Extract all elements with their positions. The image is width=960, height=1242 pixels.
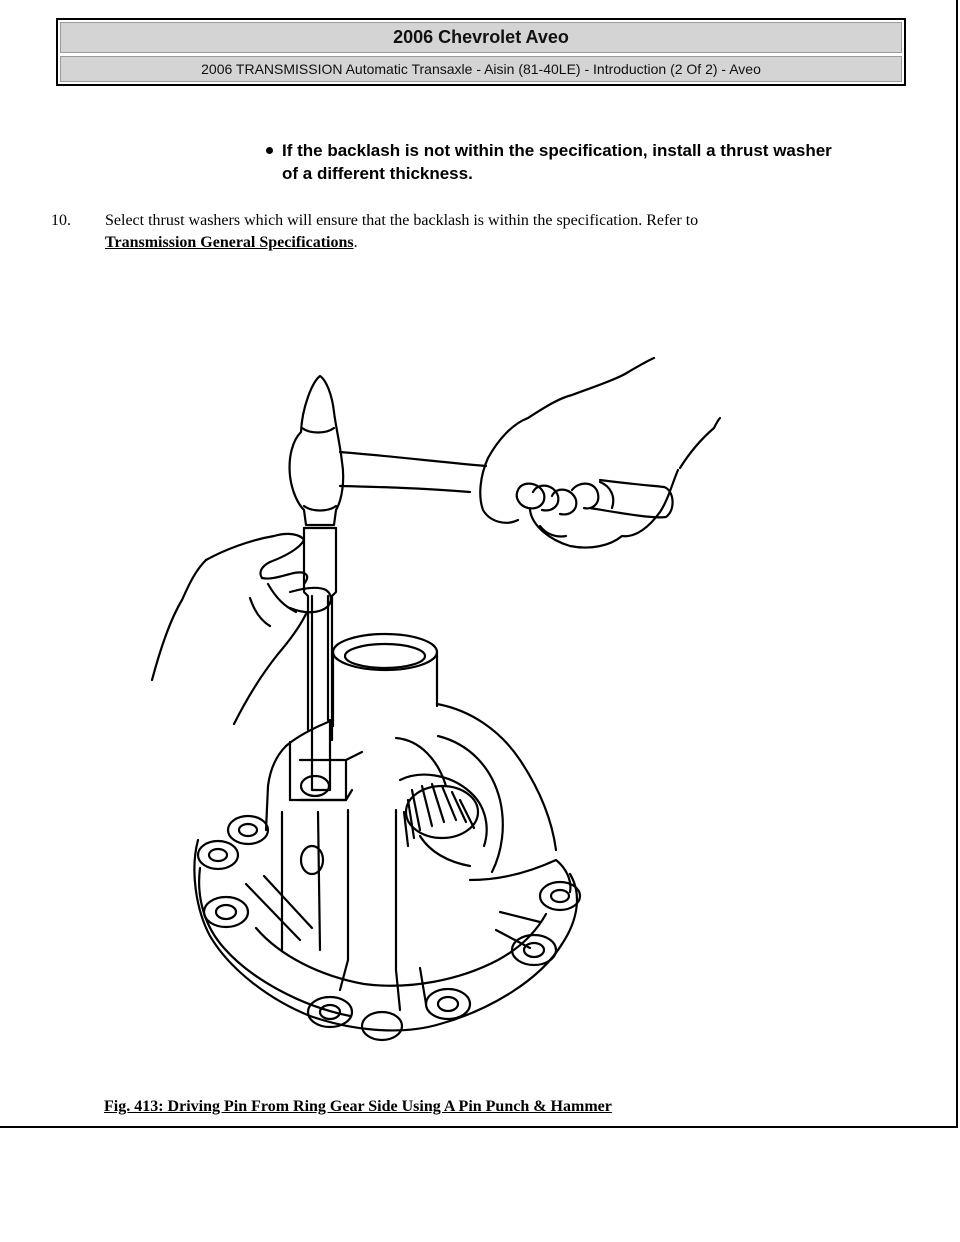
step-number: 10. xyxy=(51,212,71,229)
bullet-icon xyxy=(266,147,273,154)
pin-punch xyxy=(304,528,336,790)
header-title: 2006 Chevrolet Aveo xyxy=(60,22,902,53)
bullet-line-1: If the backlash is not within the specification, install a thrust washer xyxy=(282,141,832,160)
figure-illustration xyxy=(150,350,740,1080)
differential-case xyxy=(194,634,580,1040)
figure-caption: Fig. 413: Driving Pin From Ring Gear Side Using A Pin Punch & Hammer xyxy=(104,1098,612,1115)
step-text xyxy=(105,210,905,254)
step-end-punct: . xyxy=(353,234,358,251)
specifications-link[interactable]: Transmission General Specifications xyxy=(105,234,354,251)
document-header xyxy=(56,18,906,86)
bullet-note xyxy=(264,139,922,185)
header-subtitle: 2006 TRANSMISSION Automatic Transaxle - Aisin (81-40LE) - Introduction (2 Of 2) - Aveo xyxy=(60,56,902,82)
bullet-line-2: of a different thickness. xyxy=(282,164,473,183)
step-instruction: Select thrust washers which will ensure that the backlash is within the specification. Refer to xyxy=(105,212,699,229)
right-hand xyxy=(480,358,720,548)
